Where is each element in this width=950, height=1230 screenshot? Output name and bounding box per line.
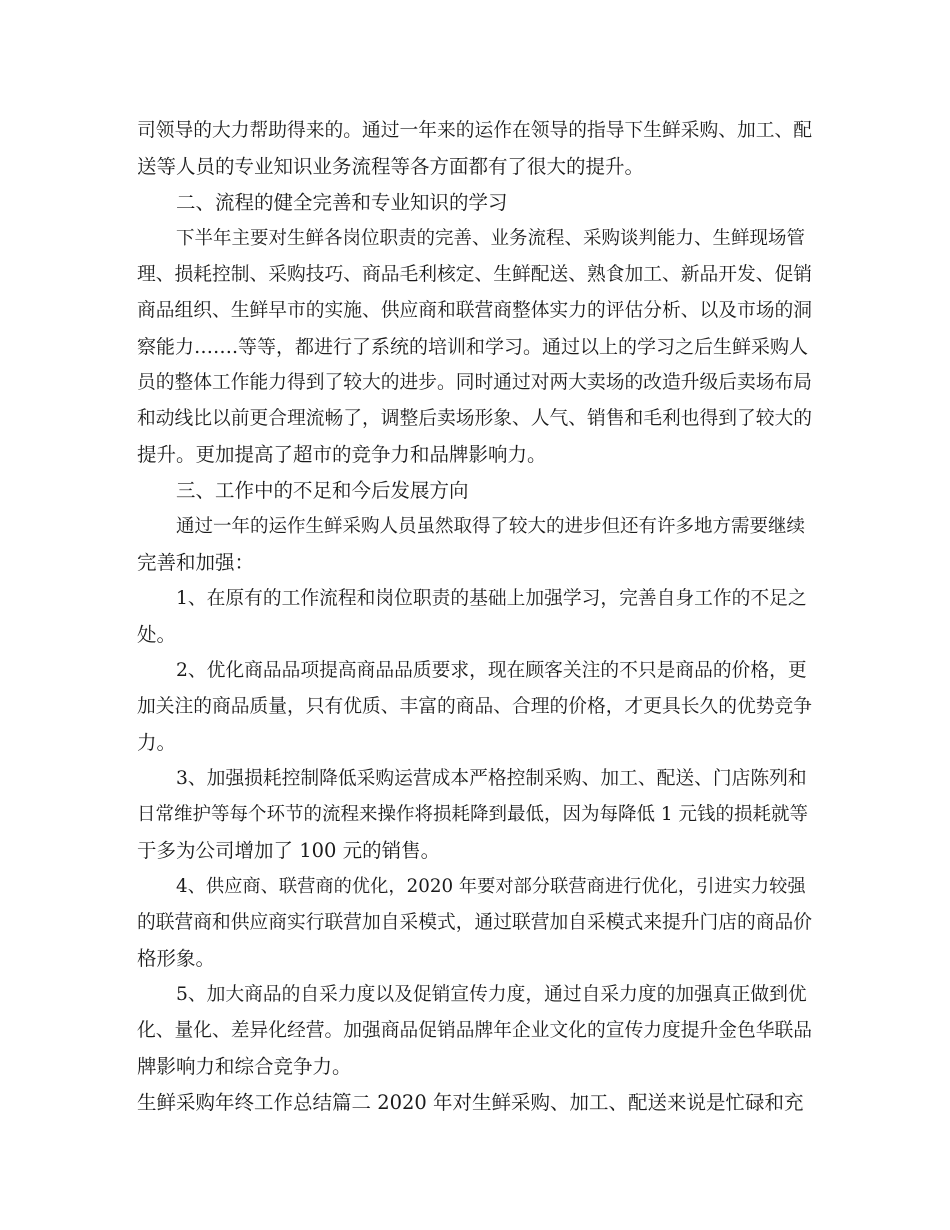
text-line: 加关注的商品质量，只有优质、丰富的商品、合理的价格，才更具长久的优势竞争 bbox=[137, 696, 812, 717]
section-heading: 三、工作中的不足和今后发展方向 bbox=[176, 479, 469, 502]
text-line: 下半年主要对生鲜各岗位职责的完善、业务流程、采购谈判能力、生鲜现场管 bbox=[176, 228, 806, 249]
text-line: 生鲜采购年终工作总结篇二 2020 年对生鲜采购、加工、配送来说是忙碌和充 bbox=[137, 1091, 804, 1114]
text-line: 完善和加强： bbox=[137, 551, 255, 574]
text-line: 于多为公司增加了 100 元的销售。 bbox=[137, 839, 441, 862]
text-line: 日常维护等每个环节的流程来操作将损耗降到最低，因为每降低 1 元钱的损耗就等 bbox=[137, 804, 809, 825]
text-line: 提升。更加提高了超市的竞争力和品牌影响力。 bbox=[137, 443, 547, 466]
text-line: 的联营商和供应商实行联营加自采模式，通过联营加自采模式来提升门店的商品价 bbox=[137, 912, 812, 933]
text-line: 察能力…….等等，都进行了系统的培训和学习。通过以上的学习之后生鲜采购人 bbox=[137, 336, 809, 358]
text-line: 员的整体工作能力得到了较大的进步。同时通过对两大卖场的改造升级后卖场布局 bbox=[137, 372, 812, 393]
text-line: 处。 bbox=[137, 623, 177, 646]
text-line: 送等人员的专业知识业务流程等各方面都有了很大的提升。 bbox=[137, 155, 645, 178]
text-line: 力。 bbox=[137, 731, 177, 754]
list-item: 5、加大商品的自采力度以及促销宣传力度，通过自采力度的加强真正做到优 bbox=[176, 984, 807, 1005]
list-item: 3、加强损耗控制降低采购运营成本严格控制采购、加工、配送、门店陈列和 bbox=[176, 768, 807, 789]
text-line: 司领导的大力帮助得来的。通过一年来的运作在领导的指导下生鲜采购、加工、配 bbox=[137, 120, 812, 141]
text-line: 化、量化、差异化经营。加强商品促销品牌年企业文化的宣传力度提升金色华联品 bbox=[137, 1020, 812, 1041]
text-line: 理、损耗控制、采购技巧、商品毛利核定、生鲜配送、熟食加工、新品开发、促销 bbox=[137, 264, 812, 285]
list-item: 2、优化商品品项提高商品品质要求，现在顾客关注的不只是商品的价格，更 bbox=[176, 660, 807, 681]
text-line: 通过一年的运作生鲜采购人员虽然取得了较大的进步但还有许多地方需要继续 bbox=[176, 516, 806, 537]
list-item: 1、在原有的工作流程和岗位职责的基础上加强学习，完善自身工作的不足之 bbox=[176, 588, 807, 609]
text-line: 商品组织、生鲜早市的实施、供应商和联营商整体实力的评估分析、以及市场的洞 bbox=[137, 300, 812, 321]
text-line: 格形象。 bbox=[137, 947, 216, 970]
text-line: 和动线比以前更合理流畅了，调整后卖场形象、人气、销售和毛利也得到了较大的 bbox=[137, 408, 812, 429]
text-line: 牌影响力和综合竞争力。 bbox=[137, 1055, 352, 1078]
section-heading: 二、流程的健全完善和专业知识的学习 bbox=[176, 191, 508, 214]
list-item: 4、供应商、联营商的优化，2020 年要对部分联营商进行优化，引进实力较强 bbox=[176, 876, 806, 897]
